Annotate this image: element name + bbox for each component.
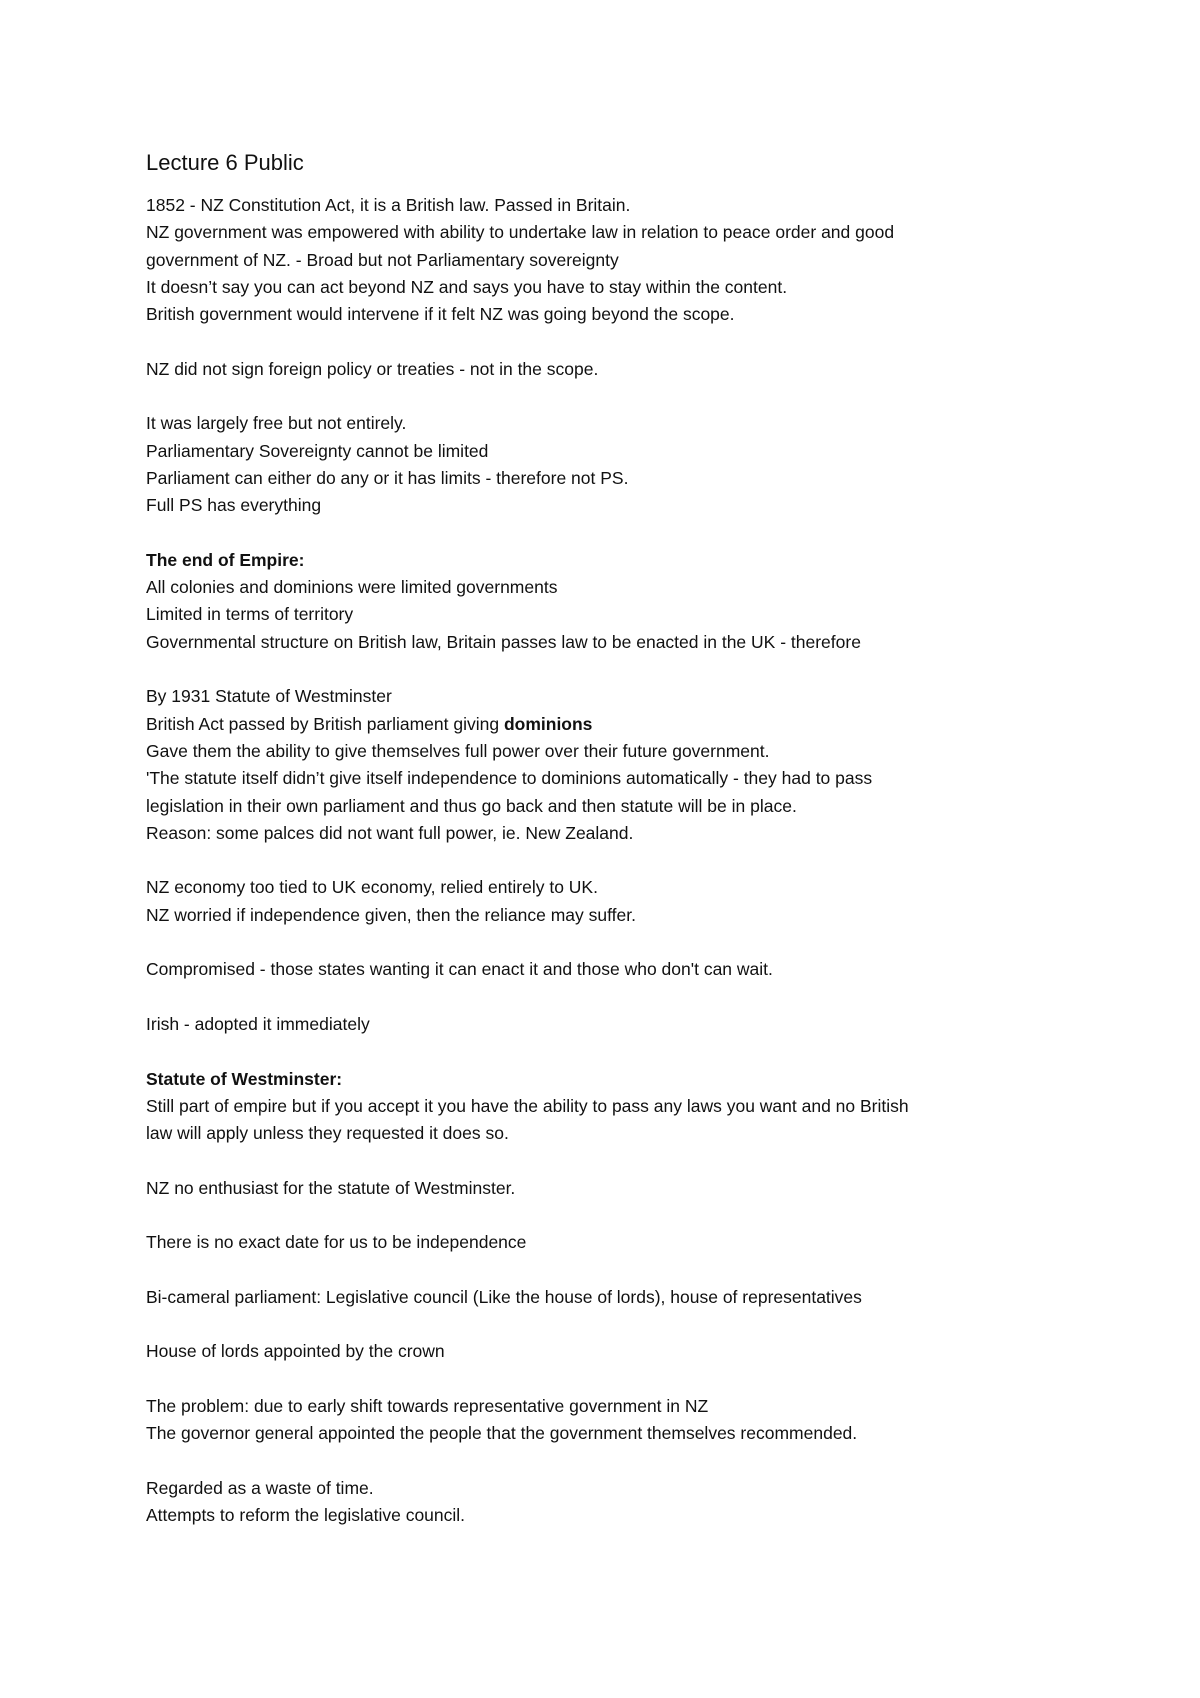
blank-line [146,929,1086,956]
blank-line [146,1202,1086,1229]
paragraph-waste [146,1475,1086,1530]
blank-line [146,1038,1086,1065]
text-line: NZ no enthusiast for the statute of Westminster. [146,1177,516,1198]
text-line: Limited in terms of territory [146,604,354,625]
blank-line [146,1448,1086,1475]
paragraph-date [146,1229,1086,1256]
text-line: Attempts to reform the legislative council. [146,1505,466,1526]
text-line: Bi-cameral parliament: Legislative council (Like the house of lords), house of representatives [146,1286,862,1307]
text-line: House of lords appointed by the crown [146,1341,445,1362]
text-line: Irish - adopted it immediately [146,1013,370,1034]
section-heading: Statute of Westminster: [146,1068,343,1089]
bold-term: dominions [503,713,593,734]
blank-line [146,656,1086,683]
text-line: The problem: due to early shift towards representative government in NZ [146,1396,709,1417]
blank-line [146,1147,1086,1174]
document-page [146,146,1086,1530]
paragraph-foreign [146,356,1086,383]
blank-line [146,1366,1086,1393]
blank-line [146,847,1086,874]
text-line: Governmental structure on British law, Britain passes law to be enacted in the UK - therefore [146,631,861,652]
paragraph-enthusiast [146,1175,1086,1202]
text-line: It doesn’t say you can act beyond NZ and says you have to stay within the content. [146,276,788,297]
text-line: Still part of empire but if you accept it you have the ability to pass any laws you want and no British [146,1095,909,1116]
paragraph-free [146,410,1086,519]
text-line: NZ did not sign foreign policy or treaties - not in the scope. [146,358,599,379]
text-line: Gave them the ability to give themselves full power over their future government. [146,740,770,761]
paragraph-lords [146,1338,1086,1365]
blank-line [146,1311,1086,1338]
blank-line [146,328,1086,355]
text-span: British Act passed by British parliament giving [146,713,504,734]
text-line: Regarded as a waste of time. [146,1477,374,1498]
section-statute-of-westminster [146,1066,1086,1148]
text-line: legislation in their own parliament and thus go back and then statute will be in place. [146,795,797,816]
blank-line [146,383,1086,410]
paragraph-compromise [146,956,1086,983]
paragraph-problem [146,1393,1086,1448]
blank-line [146,1257,1086,1284]
text-line: All colonies and dominions were limited governments [146,577,558,598]
text-line: Compromised - those states wanting it can enact it and those who don't can wait. [146,959,773,980]
text-line: By 1931 Statute of Westminster [146,686,392,707]
section-end-of-empire [146,547,1086,656]
text-line: Reason: some palces did not want full power, ie. New Zealand. [146,822,634,843]
text-line: British government would intervene if it felt NZ was going beyond the scope. [146,304,735,325]
paragraph-bicameral [146,1284,1086,1311]
text-line: NZ government was empowered with ability to undertake law in relation to peace order and good [146,222,895,243]
text-line: 1852 - NZ Constitution Act, it is a British law. Passed in Britain. [146,195,631,215]
text-line: The governor general appointed the people that the government themselves recommended. [146,1423,858,1444]
blank-line [146,520,1086,547]
text-line: NZ worried if independence given, then the reliance may suffer. [146,904,636,925]
text-line: Parliament can either do any or it has limits - therefore not PS. [146,467,629,488]
text-line: There is no exact date for us to be independence [146,1232,527,1253]
text-line: law will apply unless they requested it does so. [146,1123,509,1144]
blank-line [146,984,1086,1011]
paragraph-1931 [146,683,1086,847]
text-line: Parliamentary Sovereignty cannot be limited [146,440,489,461]
text-line: 'The statute itself didn’t give itself independence to dominions automatically - they had to pass [146,768,873,789]
text-line: Full PS has everything [146,495,322,516]
text-line [146,711,1086,738]
section-heading: The end of Empire: [146,549,305,570]
text-line: government of NZ. - Broad but not Parliamentary sovereignty [146,249,619,270]
paragraph-irish [146,1011,1086,1038]
text-line: NZ economy too tied to UK economy, relied entirely to UK. [146,877,598,898]
text-line: It was largely free but not entirely. [146,413,407,434]
paragraph-intro [146,192,1086,328]
document-title: Lecture 6 Public [146,150,304,175]
paragraph-economy [146,874,1086,929]
